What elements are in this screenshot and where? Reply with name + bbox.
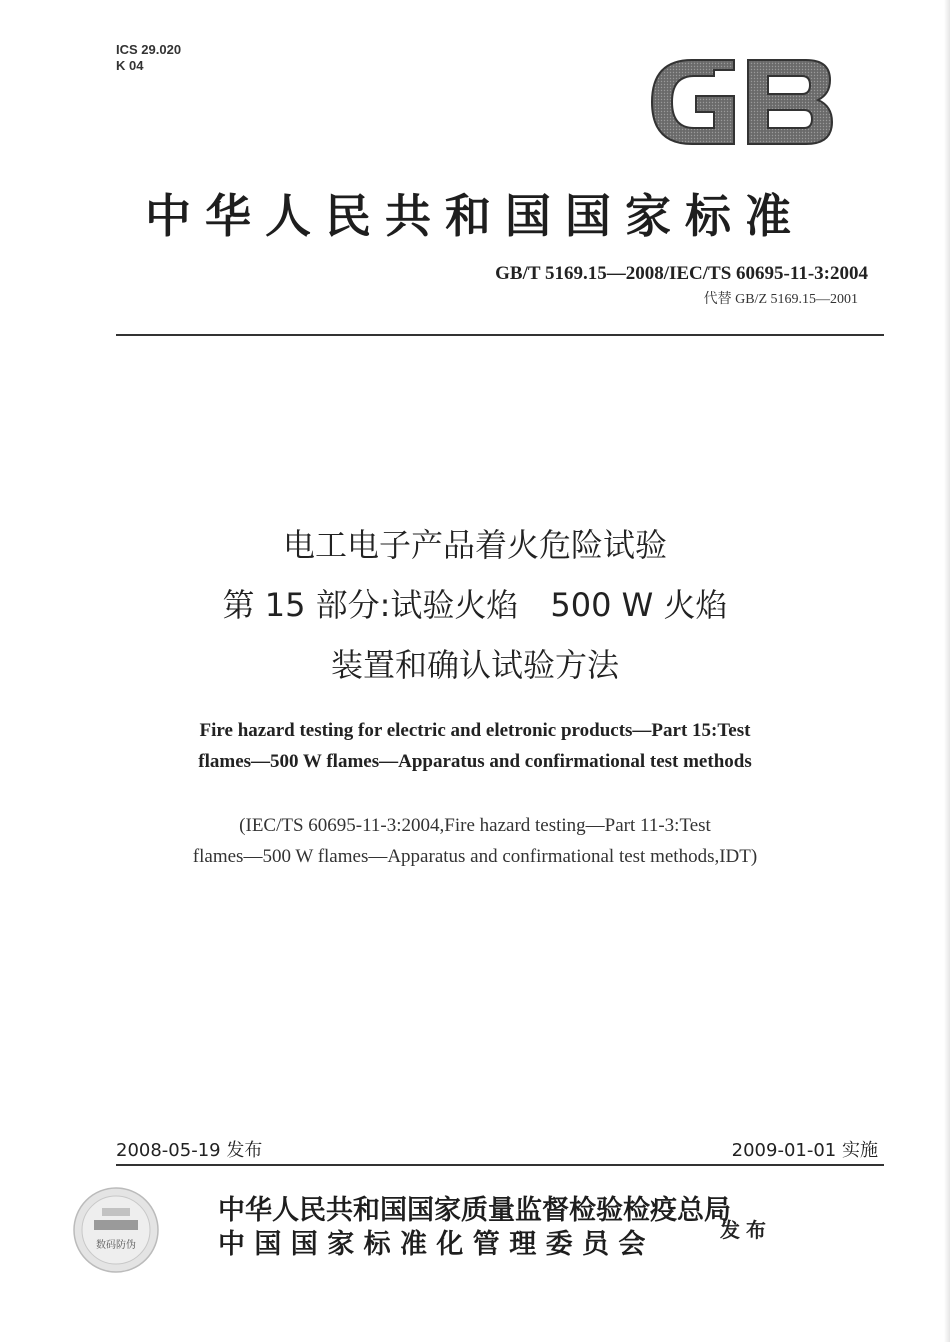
- ccs-code: K 04: [116, 58, 144, 73]
- issue-date: 2008-05-19 发布: [116, 1140, 263, 1161]
- page-edge: [944, 0, 950, 1342]
- seal-text: 数码防伪: [96, 1240, 136, 1251]
- equivalence-line-1: (IEC/TS 60695-11-3:2004,Fire hazard testing—Part 11-3:Test: [239, 815, 711, 836]
- cn-title-line-2: 第 15 部分:试验火焰 500 W 火焰: [222, 586, 728, 624]
- cn-title-line-3: 装置和确认试验方法: [330, 646, 619, 684]
- ics-code: ICS 29.020: [116, 42, 182, 57]
- issuer-aqsiq: 中华人民共和国国家质量监督检验检疫总局: [218, 1195, 731, 1226]
- cn-title-line-1: 电工电子产品着火危险试验: [282, 526, 667, 564]
- issue-label: 发布: [720, 1218, 772, 1242]
- gb-logo-icon: [648, 56, 836, 148]
- equivalence-line-2: flames—500 W flames—Apparatus and confirmational test methods,IDT): [192, 846, 758, 867]
- anti-counterfeit-seal-icon: [72, 1186, 160, 1274]
- implementation-date: 2009-01-01 实施: [731, 1140, 878, 1161]
- standard-number: GB/T 5169.15—2008/IEC/TS 60695-11-3:2004: [495, 263, 868, 284]
- en-title-line-2: flames—500 W flames—Apparatus and confirmational test methods: [198, 751, 752, 772]
- header-divider: [116, 334, 884, 336]
- national-standard-title: 中华人民共和国国家标准: [145, 189, 805, 243]
- en-title-line-1: Fire hazard testing for electric and eletronic products—Part 15:Test: [199, 720, 751, 741]
- replaces-standard: 代替 GB/Z 5169.15—2001: [703, 292, 858, 307]
- classification-codes: [116, 42, 181, 74]
- footer-divider: [116, 1164, 884, 1166]
- issuer-sac: 中 国 国 家 标 准 化 管 理 委 员 会: [218, 1229, 646, 1260]
